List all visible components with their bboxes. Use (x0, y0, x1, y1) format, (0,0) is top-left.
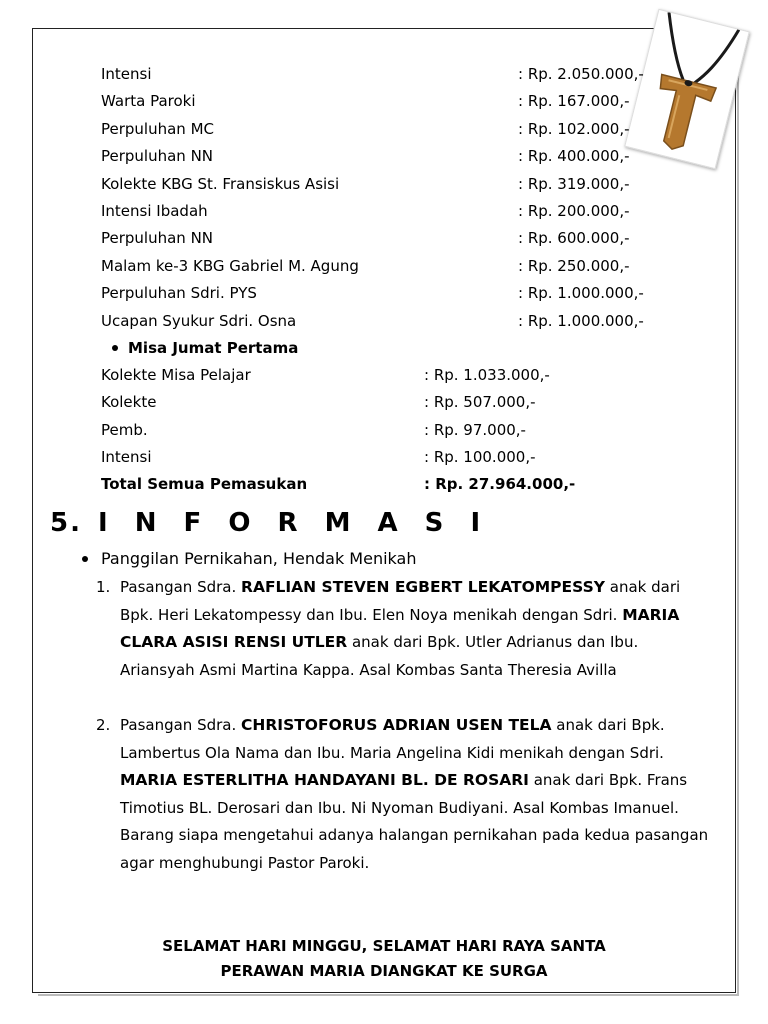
income-value: : Rp. 507.000,- (424, 393, 536, 412)
income-label: Intensi (101, 65, 152, 83)
income-value: : Rp. 2.050.000,- (518, 65, 644, 83)
bride-name: MARIA ESTERLITHA HANDAYANI BL. DE ROSARI (120, 771, 529, 789)
total-value: : Rp. 27.964.000,- (424, 475, 576, 493)
income-label: Perpuluhan Sdri. PYS (101, 284, 257, 303)
income-label: Perpuluhan NN (101, 147, 214, 166)
income-label: Intensi Ibadah (101, 202, 208, 220)
couple-text: anak dari Bpk. Lambertus Ola Nama dan Ibu. Maria Angelina Kidi menikah dengan Sdri. (120, 716, 665, 762)
income-value: : Rp. 100.000,- (424, 448, 536, 467)
income-label: Malam ke-3 KBG Gabriel M. Agung (101, 256, 359, 275)
income-label: Warta Paroki (101, 92, 196, 111)
marriage-notice: Barang siapa mengetahui adanya halangan pernikahan pada kedua pasangan agar menghubungi Pastor Paroki. (120, 826, 709, 872)
income-value: : Rp. 102.000,- (518, 119, 630, 138)
income-label: Kolekte KBG St. Fransiskus Asisi (101, 174, 340, 193)
income-label: Perpuluhan NN (101, 229, 214, 248)
section-number: 5. (50, 508, 82, 538)
section-title: I N F O R M A S I (98, 508, 490, 538)
couple-text: anak dari Bpk. Frans Timotius BL. Derosari dan Ibu. Ni Nyoman Budiyani. Asal Kombas Imanuel. (120, 771, 688, 817)
income-value: : Rp. 97.000,- (424, 420, 526, 439)
income-value: : Rp. 250.000,- (518, 256, 630, 275)
income-value: : Rp. 1.033.000,- (424, 366, 550, 384)
income-label: Intensi (101, 448, 152, 467)
income-value: : Rp. 1.000.000,- (518, 311, 644, 330)
page-border-shadow (38, 994, 738, 996)
bride-name: MARIA CLARA ASISI RENSI UTLER (120, 605, 680, 651)
couple-text: Pasangan Sdra. (120, 716, 242, 734)
income-label: Ucapan Syukur Sdri. Osna (101, 311, 297, 330)
couple-text: anak dari Bpk. Heri Lekatompessy dan Ibu. Elen Noya menikah dengan Sdri. (120, 578, 681, 624)
income-value: : Rp. 1.000.000,- (518, 284, 644, 303)
closing-line-1: SELAMAT HARI MINGGU, SELAMAT HARI RAYA SANTA (162, 937, 606, 955)
income-value: : Rp. 600.000,- (518, 229, 630, 248)
income-value: : Rp. 200.000,- (518, 202, 630, 220)
couple-text: Pasangan Sdra. (120, 578, 242, 596)
closing-line-2: PERAWAN MARIA DIANGKAT KE SURGA (220, 962, 548, 980)
total-label: Total Semua Pemasukan (101, 475, 308, 493)
couple-number: 1. (96, 578, 111, 596)
income-value: : Rp. 400.000,- (518, 147, 630, 166)
couple-item-1 (96, 574, 710, 684)
income-label: Perpuluhan MC (101, 119, 214, 138)
couple-number: 2. (96, 716, 111, 734)
couple-item-2 (96, 712, 710, 877)
couple-text: anak dari Bpk. Utler Adrianus dan Ibu. Ariansyah Asmi Martina Kappa. Asal Kombas Santa Theresia Avilla (120, 633, 639, 679)
announcement-heading: Panggilan Pernikahan, Hendak Menikah (101, 549, 417, 568)
groom-name: RAFLIAN STEVEN EGBERT LEKATOMPESSY (241, 578, 605, 596)
income-label: Kolekte (101, 393, 157, 412)
page-border-shadow-right (737, 34, 739, 996)
subsection-title: Misa Jumat Pertama (128, 339, 299, 357)
income-value: : Rp. 167.000,- (518, 92, 630, 111)
closing-greeting (40, 934, 728, 984)
income-value: : Rp. 319.000,- (518, 174, 630, 193)
groom-name: CHRISTOFORUS ADRIAN USEN TELA (241, 716, 552, 734)
section-heading (50, 508, 489, 538)
income-label: Pemb. (101, 420, 148, 439)
income-label: Kolekte Misa Pelajar (101, 366, 251, 384)
